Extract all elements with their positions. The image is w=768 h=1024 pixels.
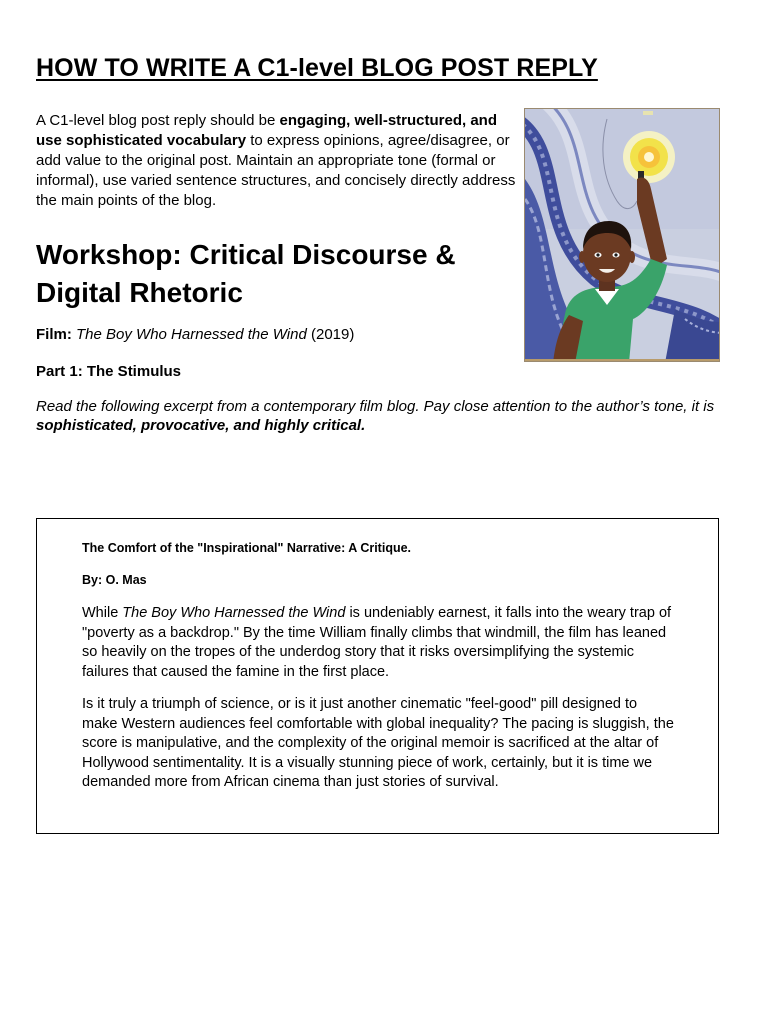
film-title: The Boy Who Harnessed the Wind bbox=[76, 326, 307, 343]
blog-paragraph-1 bbox=[82, 604, 674, 682]
blog-p1-before: While bbox=[82, 605, 123, 621]
blog-author: By: O. Mas bbox=[82, 573, 147, 587]
boy-with-lightbulb-illustration bbox=[524, 108, 720, 362]
instructions-bold: sophisticated, provocative, and highly critical. bbox=[36, 417, 366, 434]
instructions-text: Read the following excerpt from a contemporary film blog. Pay close attention to the author’s tone, it is bbox=[36, 398, 715, 415]
blog-p1-film-title: The Boy Who Harnessed the Wind bbox=[122, 605, 346, 621]
film-line bbox=[36, 325, 354, 345]
blog-excerpt-box bbox=[36, 518, 719, 834]
illustration-graphic bbox=[525, 109, 720, 362]
workshop-title: Workshop: Critical Discourse & Digital Rhetoric bbox=[36, 239, 456, 308]
part-heading: Part 1: The Stimulus bbox=[36, 363, 182, 380]
film-year: (2019) bbox=[311, 326, 355, 343]
intro-text-end: to express opinions, agree/disagree, or add value to the original post. Maintain an appropriate tone (formal or informal), use varied sentence structures, and concisely directly address the main points of the blog. bbox=[36, 132, 516, 209]
blog-title: The Comfort of the "Inspirational" Narrative: A Critique. bbox=[82, 541, 412, 555]
instructions-paragraph bbox=[36, 397, 726, 435]
page-title: HOW TO WRITE A C1-level BLOG POST REPLY bbox=[36, 54, 598, 82]
intro-text-start: A C1-level blog post reply should be bbox=[36, 112, 280, 129]
film-label: Film: bbox=[36, 326, 72, 343]
blog-p1-after: is undeniably earnest, it falls into the weary trap of "poverty as a backdrop." By the time William finally climbs that windmill, the film has leaned so heavily on the tropes of the underdog story that it risks oversimplifying the systemic failures that caused the famine in the first place. bbox=[82, 605, 672, 680]
intro-bold-phrase: engaging, well-structured, and use sophisticated vocabulary bbox=[36, 112, 498, 149]
blog-paragraph-2: Is it truly a triumph of science, or is it just another cinematic "feel-good" pill designed to make Western audiences feel comfortable with global inequality? The pacing is sluggish, the score is manipulative, and the complexity of the original memoir is sacrificed at the altar of Hollywood sentimentality. It is a visually stunning piece of work, certainly, but it is time we demanded more from African cinema than just stories of survival. bbox=[82, 696, 674, 790]
intro-paragraph bbox=[36, 111, 522, 211]
